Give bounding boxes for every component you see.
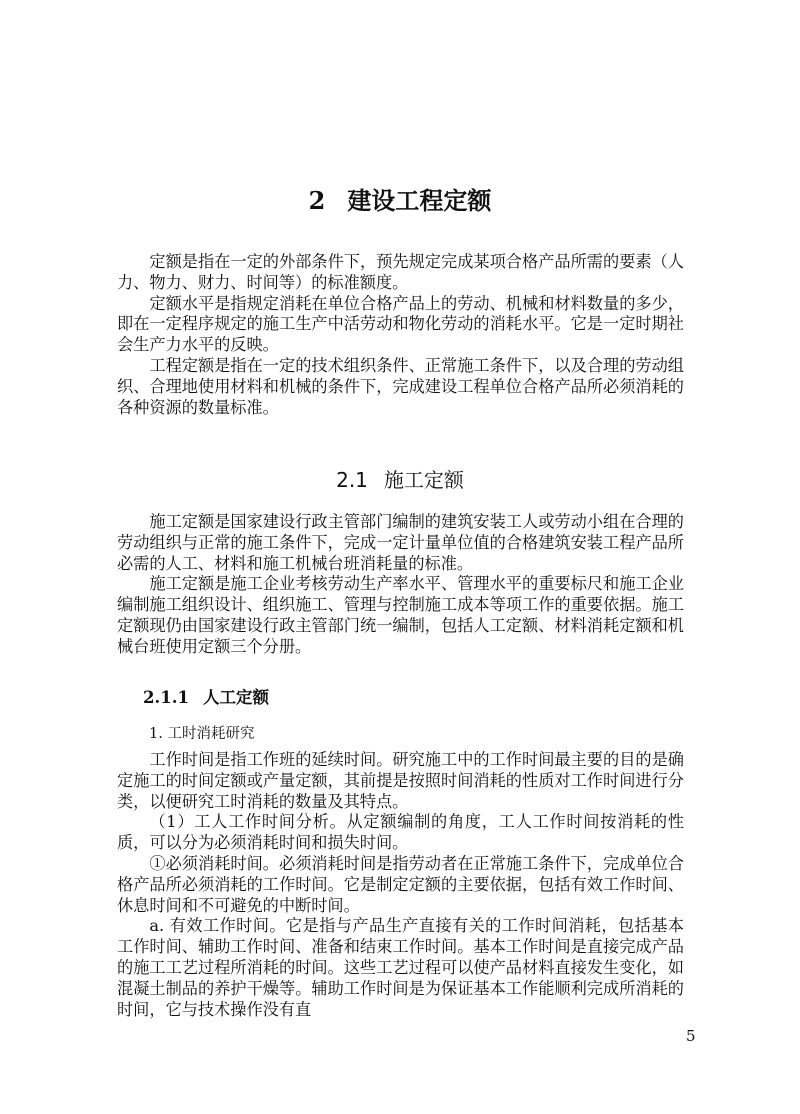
paragraph: a. 有效工作时间。它是指与产品生产直接有关的工作时间消耗，包括基本工作时间、辅助工作时间、准备和结束工作时间。基本工作时间是直接完成产品的施工工艺过程所消耗的时间。这些工艺过程可以使产品材料直接发生变化，如混凝土制品的养护干燥等。辅助工作时间是为保证基本工作能顺利完成所消耗的时间，它与技术操作没有直 [117, 916, 684, 1019]
subsection-heading [143, 684, 269, 708]
section-number: 2.1 [336, 468, 368, 492]
paragraph: 工作时间是指工作班的延续时间。研究施工中的工作时间最主要的目的是确定施工的时间定额或产量定额，其前提是按照时间消耗的性质对工作时间进行分类，以便研究工时消耗的数量及其特点。 [117, 750, 684, 811]
subsection-title: 人工定额 [202, 688, 269, 707]
section-title: 施工定额 [383, 468, 464, 492]
paragraph: 工程定额是指在一定的技术组织条件、正常施工条件下，以及合理的劳动组织、合理地使用材料和机械的条件下，完成建设工程单位合格产品所必须消耗的各种资源的数量标准。 [117, 355, 684, 417]
paragraph: 定额是指在一定的外部条件下，预先规定完成某项合格产品所需的要素（人力、物力、财力、时间等）的标准额度。 [117, 252, 684, 292]
paragraph: 定额水平是指规定消耗在单位合格产品上的劳动、机械和材料数量的多少，即在一定程序规定的施工生产中活劳动和物化劳动的消耗水平。它是一定时期社会生产力水平的反映。 [117, 293, 684, 355]
intro-text [117, 252, 684, 418]
subsection-number: 2.1.1 [143, 688, 189, 707]
subsection-text [117, 750, 684, 1020]
section-text [117, 512, 684, 658]
paragraph: （1）工人工作时间分析。从定额编制的角度，工人工作时间按消耗的性质，可以分为必须消耗时间和损失时间。 [117, 812, 684, 853]
paragraph: 施工定额是国家建设行政主管部门编制的建筑安装工人或劳动小组在合理的劳动组织与正常的施工条件下，完成一定计量单位值的合格建筑安装工程产品所必需的人工、材料和施工机械台班消耗量的标准。 [117, 512, 684, 573]
chapter-title [0, 181, 800, 216]
paragraph: ①必须消耗时间。必须消耗时间是指劳动者在正常施工条件下，完成单位合格产品所必须消耗的工作时间。它是制定定额的主要依据，包括有效工作时间、休息时间和不可避免的中断时间。 [117, 853, 684, 915]
item-heading: 1. 工时消耗研究 [149, 726, 255, 742]
page-number: 5 [686, 1027, 696, 1045]
section-heading [0, 464, 800, 493]
paragraph: 施工定额是施工企业考核劳动生产率水平、管理水平的重要标尺和施工企业编制施工组织设计、组织施工、管理与控制施工成本等项工作的重要依据。施工定额现仍由国家建设行政主管部门统一编制，包括人工定额、材料消耗定额和机械台班使用定额三个分册。 [117, 574, 684, 656]
chapter-number: 2 [308, 186, 326, 215]
chapter-title-text: 建设工程定额 [347, 187, 492, 215]
